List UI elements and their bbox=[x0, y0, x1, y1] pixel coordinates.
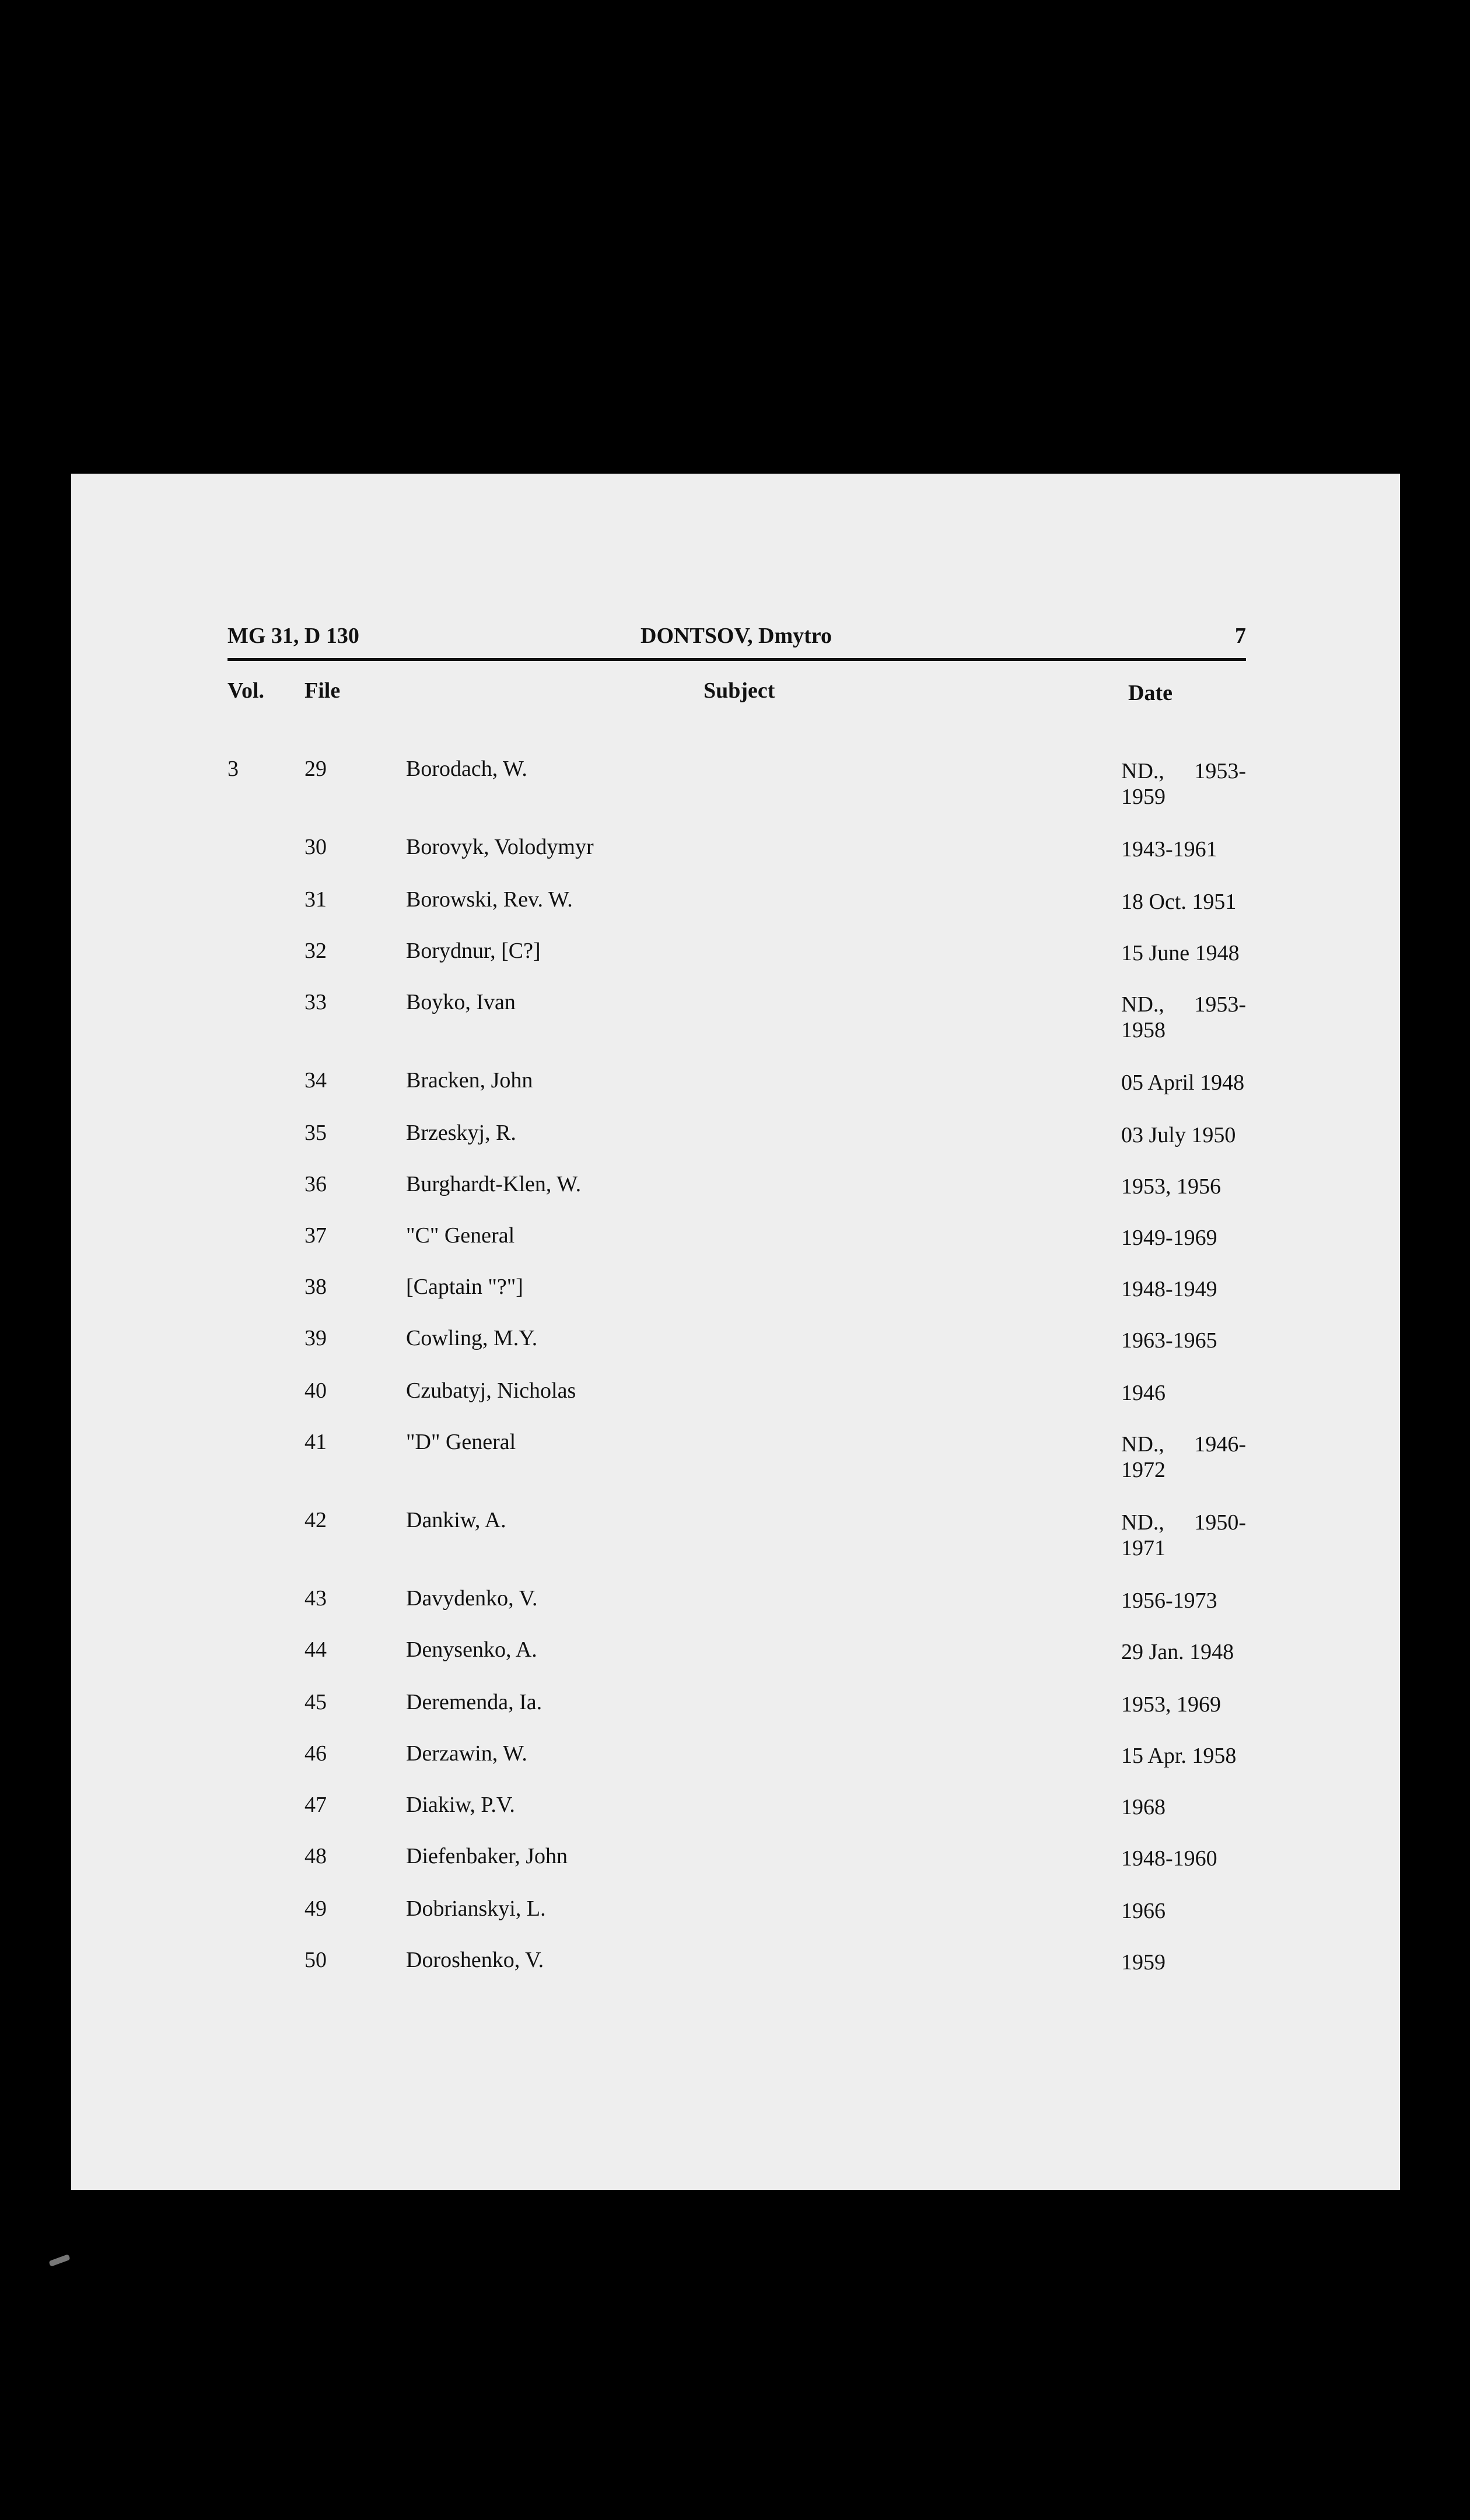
file-cell: 29 bbox=[304, 757, 327, 781]
subject-cell: Czubatyj, Nicholas bbox=[406, 1378, 576, 1403]
subject-cell: Borodach, W. bbox=[406, 757, 527, 781]
date-cell bbox=[1121, 758, 1246, 810]
subject-cell: Dobrianskyi, L. bbox=[406, 1896, 546, 1921]
date-cell: 1953, 1956 bbox=[1121, 1174, 1221, 1199]
file-cell: 38 bbox=[304, 1275, 327, 1299]
subject-cell: Bracken, John bbox=[406, 1068, 533, 1093]
date-cell: 18 Oct. 1951 bbox=[1121, 890, 1237, 914]
date-part: 1953- bbox=[1194, 759, 1246, 783]
date-part: 1972 bbox=[1121, 1458, 1166, 1482]
date-cell: 1956-1973 bbox=[1121, 1588, 1217, 1613]
column-header-vol: Vol. bbox=[228, 678, 265, 703]
file-cell: 43 bbox=[304, 1586, 327, 1611]
date-part: 1950- bbox=[1194, 1510, 1246, 1535]
date-part: ND., bbox=[1121, 1432, 1164, 1457]
date-part: 1958 bbox=[1121, 1018, 1166, 1042]
file-cell: 41 bbox=[304, 1430, 327, 1454]
fonds-title: DONTSOV, Dmytro bbox=[640, 624, 832, 648]
subject-cell: "D" General bbox=[406, 1430, 516, 1454]
file-cell: 34 bbox=[304, 1068, 327, 1093]
subject-cell: "C" General bbox=[406, 1223, 515, 1248]
file-cell: 31 bbox=[304, 887, 327, 912]
file-cell: 45 bbox=[304, 1690, 327, 1714]
date-cell: 15 June 1948 bbox=[1121, 941, 1240, 965]
vol-cell: 3 bbox=[228, 757, 239, 781]
date-cell: 1948-1949 bbox=[1121, 1277, 1217, 1301]
subject-cell: Brzeskyj, R. bbox=[406, 1121, 516, 1145]
subject-cell: Burghardt-Klen, W. bbox=[406, 1172, 582, 1196]
page-number: 7 bbox=[1235, 624, 1246, 648]
subject-cell: Davydenko, V. bbox=[406, 1586, 538, 1611]
subject-cell: Doroshenko, V. bbox=[406, 1948, 544, 1972]
file-cell: 42 bbox=[304, 1508, 327, 1532]
column-header-subject: Subject bbox=[704, 678, 775, 703]
subject-cell: Cowling, M.Y. bbox=[406, 1326, 538, 1350]
file-cell: 40 bbox=[304, 1378, 327, 1403]
date-part: ND., bbox=[1121, 759, 1164, 783]
date-cell: 03 July 1950 bbox=[1121, 1123, 1236, 1147]
date-cell: 1963-1965 bbox=[1121, 1328, 1217, 1353]
date-cell: 15 Apr. 1958 bbox=[1121, 1744, 1237, 1768]
date-cell: 29 Jan. 1948 bbox=[1121, 1640, 1234, 1664]
date-cell bbox=[1121, 1510, 1246, 1561]
file-cell: 37 bbox=[304, 1223, 327, 1248]
date-part: ND., bbox=[1121, 992, 1164, 1017]
file-cell: 48 bbox=[304, 1844, 327, 1868]
scan-artifact bbox=[48, 2254, 70, 2267]
date-cell: 1946 bbox=[1121, 1381, 1166, 1405]
subject-cell: Boyko, Ivan bbox=[406, 990, 516, 1014]
subject-cell: Dankiw, A. bbox=[406, 1508, 506, 1532]
date-cell: 1953, 1969 bbox=[1121, 1692, 1221, 1717]
file-cell: 33 bbox=[304, 990, 327, 1014]
date-part: 1946- bbox=[1194, 1432, 1246, 1457]
date-cell: 05 April 1948 bbox=[1121, 1070, 1245, 1095]
page-header bbox=[228, 623, 1246, 661]
file-cell: 32 bbox=[304, 939, 327, 963]
column-header-file: File bbox=[304, 678, 341, 703]
subject-cell: Derzawin, W. bbox=[406, 1741, 527, 1766]
file-cell: 36 bbox=[304, 1172, 327, 1196]
date-cell bbox=[1121, 992, 1246, 1043]
subject-cell: Diakiw, P.V. bbox=[406, 1793, 515, 1817]
subject-cell: Borovyk, Volodymyr bbox=[406, 835, 594, 859]
collection-reference: MG 31, D 130 bbox=[228, 624, 359, 648]
date-part: 1953- bbox=[1194, 992, 1246, 1017]
date-part: 1959 bbox=[1121, 785, 1166, 809]
subject-cell: [Captain "?"] bbox=[406, 1275, 523, 1299]
subject-cell: Diefenbaker, John bbox=[406, 1844, 568, 1868]
date-cell bbox=[1121, 1432, 1246, 1483]
file-cell: 47 bbox=[304, 1793, 327, 1817]
column-header-date: Date bbox=[1128, 681, 1172, 705]
file-cell: 44 bbox=[304, 1637, 327, 1662]
file-cell: 46 bbox=[304, 1741, 327, 1766]
date-cell: 1959 bbox=[1121, 1950, 1166, 1975]
file-cell: 49 bbox=[304, 1896, 327, 1921]
date-part: 1971 bbox=[1121, 1536, 1166, 1560]
file-cell: 39 bbox=[304, 1326, 327, 1350]
date-cell: 1943-1961 bbox=[1121, 837, 1217, 862]
date-part: ND., bbox=[1121, 1510, 1164, 1535]
file-cell: 50 bbox=[304, 1948, 327, 1972]
date-cell: 1966 bbox=[1121, 1899, 1166, 1923]
file-cell: 35 bbox=[304, 1121, 327, 1145]
date-cell: 1968 bbox=[1121, 1795, 1166, 1819]
file-cell: 30 bbox=[304, 835, 327, 859]
subject-cell: Borowski, Rev. W. bbox=[406, 887, 573, 912]
subject-cell: Deremenda, Ia. bbox=[406, 1690, 542, 1714]
date-cell: 1948-1960 bbox=[1121, 1846, 1217, 1871]
subject-cell: Borydnur, [C?] bbox=[406, 939, 541, 963]
subject-cell: Denysenko, A. bbox=[406, 1637, 537, 1662]
date-cell: 1949-1969 bbox=[1121, 1226, 1217, 1250]
